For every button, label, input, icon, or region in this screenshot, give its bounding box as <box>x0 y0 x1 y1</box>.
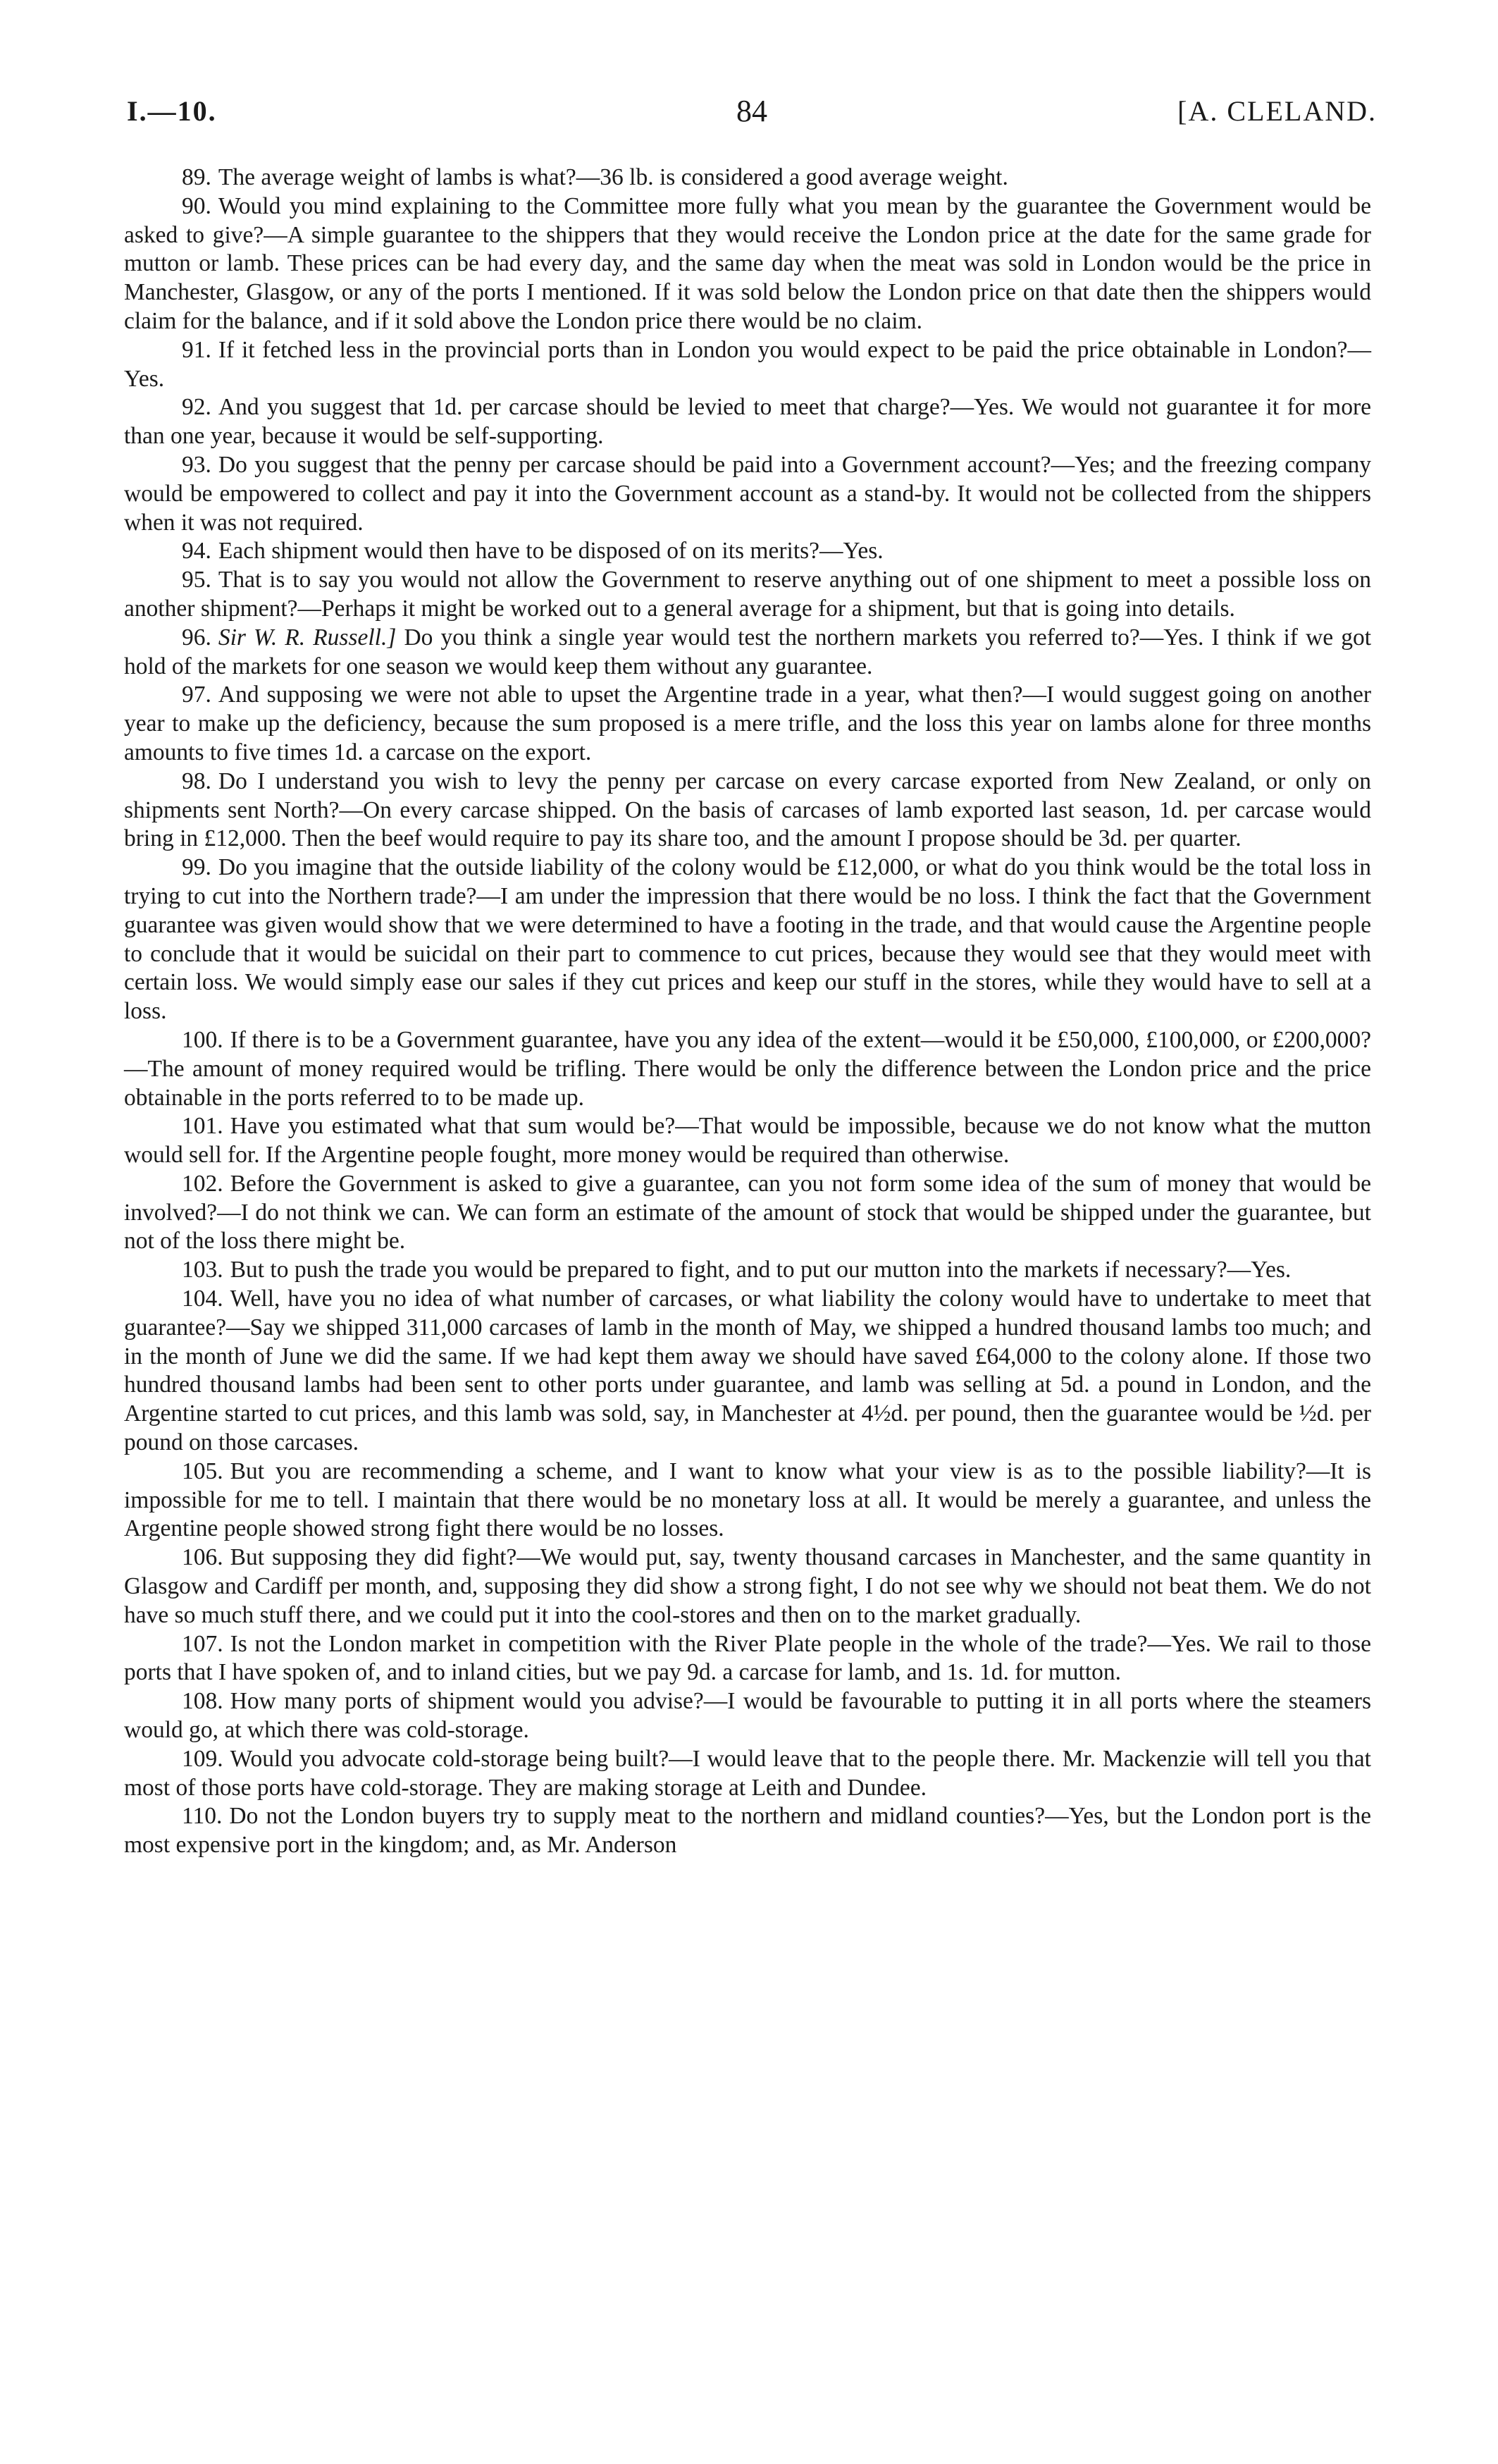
page-number: 84 <box>736 94 767 128</box>
question-text: But to push the trade you would be prepared to fight, and to put our mutton into the markets if necessary?—Yes. <box>230 1257 1292 1283</box>
question-number: 96. <box>182 624 211 651</box>
question-text: Do you imagine that the outside liability of the colony would be £12,000, or what do you think would be the total loss in trying to cut into the Northern trade?—I am under the impression that there would be no loss. I think the fact that the Government guarantee was given would show that we were determined to have a footing in the trade, and that would cause the Argentine people to conclude that it would be suicidal on their part to commence to cut prices, because they would see that they would meet with certain loss. We would simply ease our sales if they cut prices and keep our stuff in the stores, while they would have to sell at a loss. <box>124 854 1371 1025</box>
question-number: 109. <box>182 1745 223 1772</box>
question-number: 101. <box>182 1113 223 1140</box>
question-text: And supposing we were not able to upset the Argentine trade in a year, what then?—I would suggest going on another year to make up the deficiency, because the sum proposed is a mere trifle, and the loss this year on lambs alone for three months amounts to five times 1d. a carcase on the export. <box>124 682 1371 765</box>
evidence-body <box>124 164 1371 1860</box>
question-text: Would you mind explaining to the Committee more fully what you mean by the guarantee the Government would be asked to give?—A simple guarantee to the shippers that they would receive the London price at the date for the same grade for mutton or lamb. These prices can be had every day, and the same day when the meat was sold in London would be the price in Manchester, Glasgow, or any of the ports I mentioned. If it was sold below the London price on that date then the shippers would claim for the balance, and if it sold above the London price there would be no claim. <box>124 192 1371 334</box>
question-number: 104. <box>182 1286 223 1312</box>
question-number: 100. <box>182 1026 223 1053</box>
question-paragraph <box>124 768 1371 854</box>
question-number: 93. <box>182 451 211 478</box>
question-paragraph <box>124 1630 1371 1688</box>
question-paragraph <box>124 393 1371 451</box>
question-paragraph <box>124 1112 1371 1170</box>
speaker-name: Sir W. R. Russell.] <box>218 624 397 651</box>
question-number: 89. <box>182 164 211 190</box>
question-number: 105. <box>182 1458 223 1484</box>
question-text: Do I understand you wish to levy the penny per carcase on every carcase exported from New Zealand, or only on shipments sent North?—On every carcase shipped. On the basis of carcases of lamb exported last season, 1d. per carcase would bring in £12,000. Then the beef would require to pay its share too, and the amount I propose should be 3d. per quarter. <box>124 768 1371 852</box>
question-paragraph <box>124 164 1371 192</box>
paper-reference: I.—10. <box>127 95 217 127</box>
question-paragraph <box>124 1170 1371 1256</box>
question-paragraph <box>124 1256 1371 1285</box>
question-number: 99. <box>182 854 211 881</box>
question-text: Have you estimated what that sum would be?—That would be impossible, because we do not know what the mutton would sell for. If the Argentine people fought, more money would be required than otherwise. <box>124 1113 1371 1169</box>
question-text: Is not the London market in competition with the River Plate people in the whole of the trade?—Yes. We rail to those ports that I have spoken of, and to inland cities, but we pay 9d. a carcase for lamb, and 1s. 1d. for mutton. <box>124 1630 1371 1686</box>
question-paragraph <box>124 451 1371 537</box>
question-paragraph <box>124 1285 1371 1458</box>
question-text: But you are recommending a scheme, and I want to know what your view is as to the possible liability?—It is impossible for me to tell. I maintain that there would be no monetary loss at all. It would be merely a guarantee, and unless the Argentine people showed strong fight there would be no losses. <box>124 1458 1371 1542</box>
question-number: 107. <box>182 1630 223 1657</box>
question-paragraph <box>124 336 1371 394</box>
question-paragraph <box>124 1026 1371 1112</box>
question-number: 102. <box>182 1170 223 1197</box>
question-paragraph <box>124 1802 1371 1860</box>
question-number: 95. <box>182 567 211 593</box>
witness-name: [A. CLELAND. <box>1177 95 1377 127</box>
question-number: 92. <box>182 394 211 421</box>
question-text: That is to say you would not allow the Government to reserve anything out of one shipment to meet a possible loss on another shipment?—Perhaps it might be worked out to a general average for a shipment, but that is going into details. <box>124 567 1371 622</box>
question-paragraph <box>124 566 1371 624</box>
question-number: 108. <box>182 1688 223 1715</box>
question-number: 103. <box>182 1257 223 1283</box>
page-header <box>127 90 1377 133</box>
question-text: Do you suggest that the penny per carcase should be paid into a Government account?—Yes; and the freezing company would be empowered to collect and pay it into the Government account as a stand-by. It would not be collected from the shippers when it was not required. <box>124 451 1371 536</box>
question-text: Before the Government is asked to give a guarantee, can you not form some idea of the sum of money that would be involved?—I do not think we can. We can form an estimate of the amount of stock that would be shipped under the guarantee, but not of the loss there might be. <box>124 1170 1371 1255</box>
question-paragraph <box>124 1458 1371 1544</box>
question-number: 110. <box>182 1803 223 1830</box>
question-text: Each shipment would then have to be disposed of on its merits?—Yes. <box>218 538 884 565</box>
question-text: Do not the London buyers try to supply meat to the northern and midland counties?—Yes, but the London port is the most expensive port in the kingdom; and, as Mr. Anderson <box>124 1803 1371 1859</box>
question-text: If it fetched less in the provincial ports than in London you would expect to be paid the price obtainable in London?—Yes. <box>124 336 1371 392</box>
question-paragraph <box>124 624 1371 682</box>
question-text: Well, have you no idea of what number of carcases, or what liability the colony would have to undertake to meet that guarantee?—Say we shipped 311,000 carcases of lamb in the month of May, we shipped a hundred thousand lambs too much; and in the month of June we did the same. If we had kept them away we should have saved £64,000 to the colony alone. If those two hundred thousand lambs had been sent to other ports under guarantee, and lamb was selling at 5d. a pound in London, and the Argentine started to cut prices, and this lamb was sold, say, in Manchester at 4½d. per pound, then the guarantee would be ½d. per pound on those carcases. <box>124 1286 1371 1456</box>
question-paragraph <box>124 681 1371 767</box>
question-paragraph <box>124 854 1371 1026</box>
question-text: And you suggest that 1d. per carcase should be levied to meet that charge?—Yes. We would not guarantee it for more than one year, because it would be self-supporting. <box>124 394 1371 450</box>
question-number: 98. <box>182 768 211 794</box>
question-number: 91. <box>182 336 211 363</box>
question-number: 97. <box>182 682 211 708</box>
question-text: The average weight of lambs is what?—36 lb. is considered a good average weight. <box>218 164 1008 190</box>
question-text: Would you advocate cold-storage being built?—I would leave that to the people there. Mr. Mackenzie will tell you that most of those ports have cold-storage. They are making storage at Leith and Dundee. <box>124 1745 1371 1801</box>
question-paragraph <box>124 1745 1371 1803</box>
question-number: 106. <box>182 1544 223 1571</box>
question-text: Do you think a single year would test the northern markets you referred to?—Yes. I think if we got hold of the markets for one season we would keep them without any guarantee. <box>124 624 1372 679</box>
question-text: But supposing they did fight?—We would put, say, twenty thousand carcases in Manchester, and the same quantity in Glasgow and Cardiff per month, and, supposing they did show a strong fight, I do not see why we should not beat them. We do not have so much stuff there, and we could put it into the cool-stores and then on to the market gradually. <box>124 1544 1371 1628</box>
question-paragraph <box>124 537 1371 566</box>
question-number: 90. <box>182 192 211 219</box>
question-paragraph <box>124 1687 1371 1745</box>
question-paragraph <box>124 192 1371 336</box>
question-number: 94. <box>182 538 211 565</box>
question-paragraph <box>124 1544 1371 1630</box>
question-text: How many ports of shipment would you advise?—I would be favourable to putting it in all ports where the steamers would go, at which there was cold-storage. <box>124 1688 1371 1744</box>
question-text: If there is to be a Government guarantee, have you any idea of the extent—would it be £50,000, £100,000, or £200,000?—The amount of money required would be trifling. There would be only the difference between the London price and the price obtainable in the ports referred to to be made up. <box>124 1026 1371 1111</box>
